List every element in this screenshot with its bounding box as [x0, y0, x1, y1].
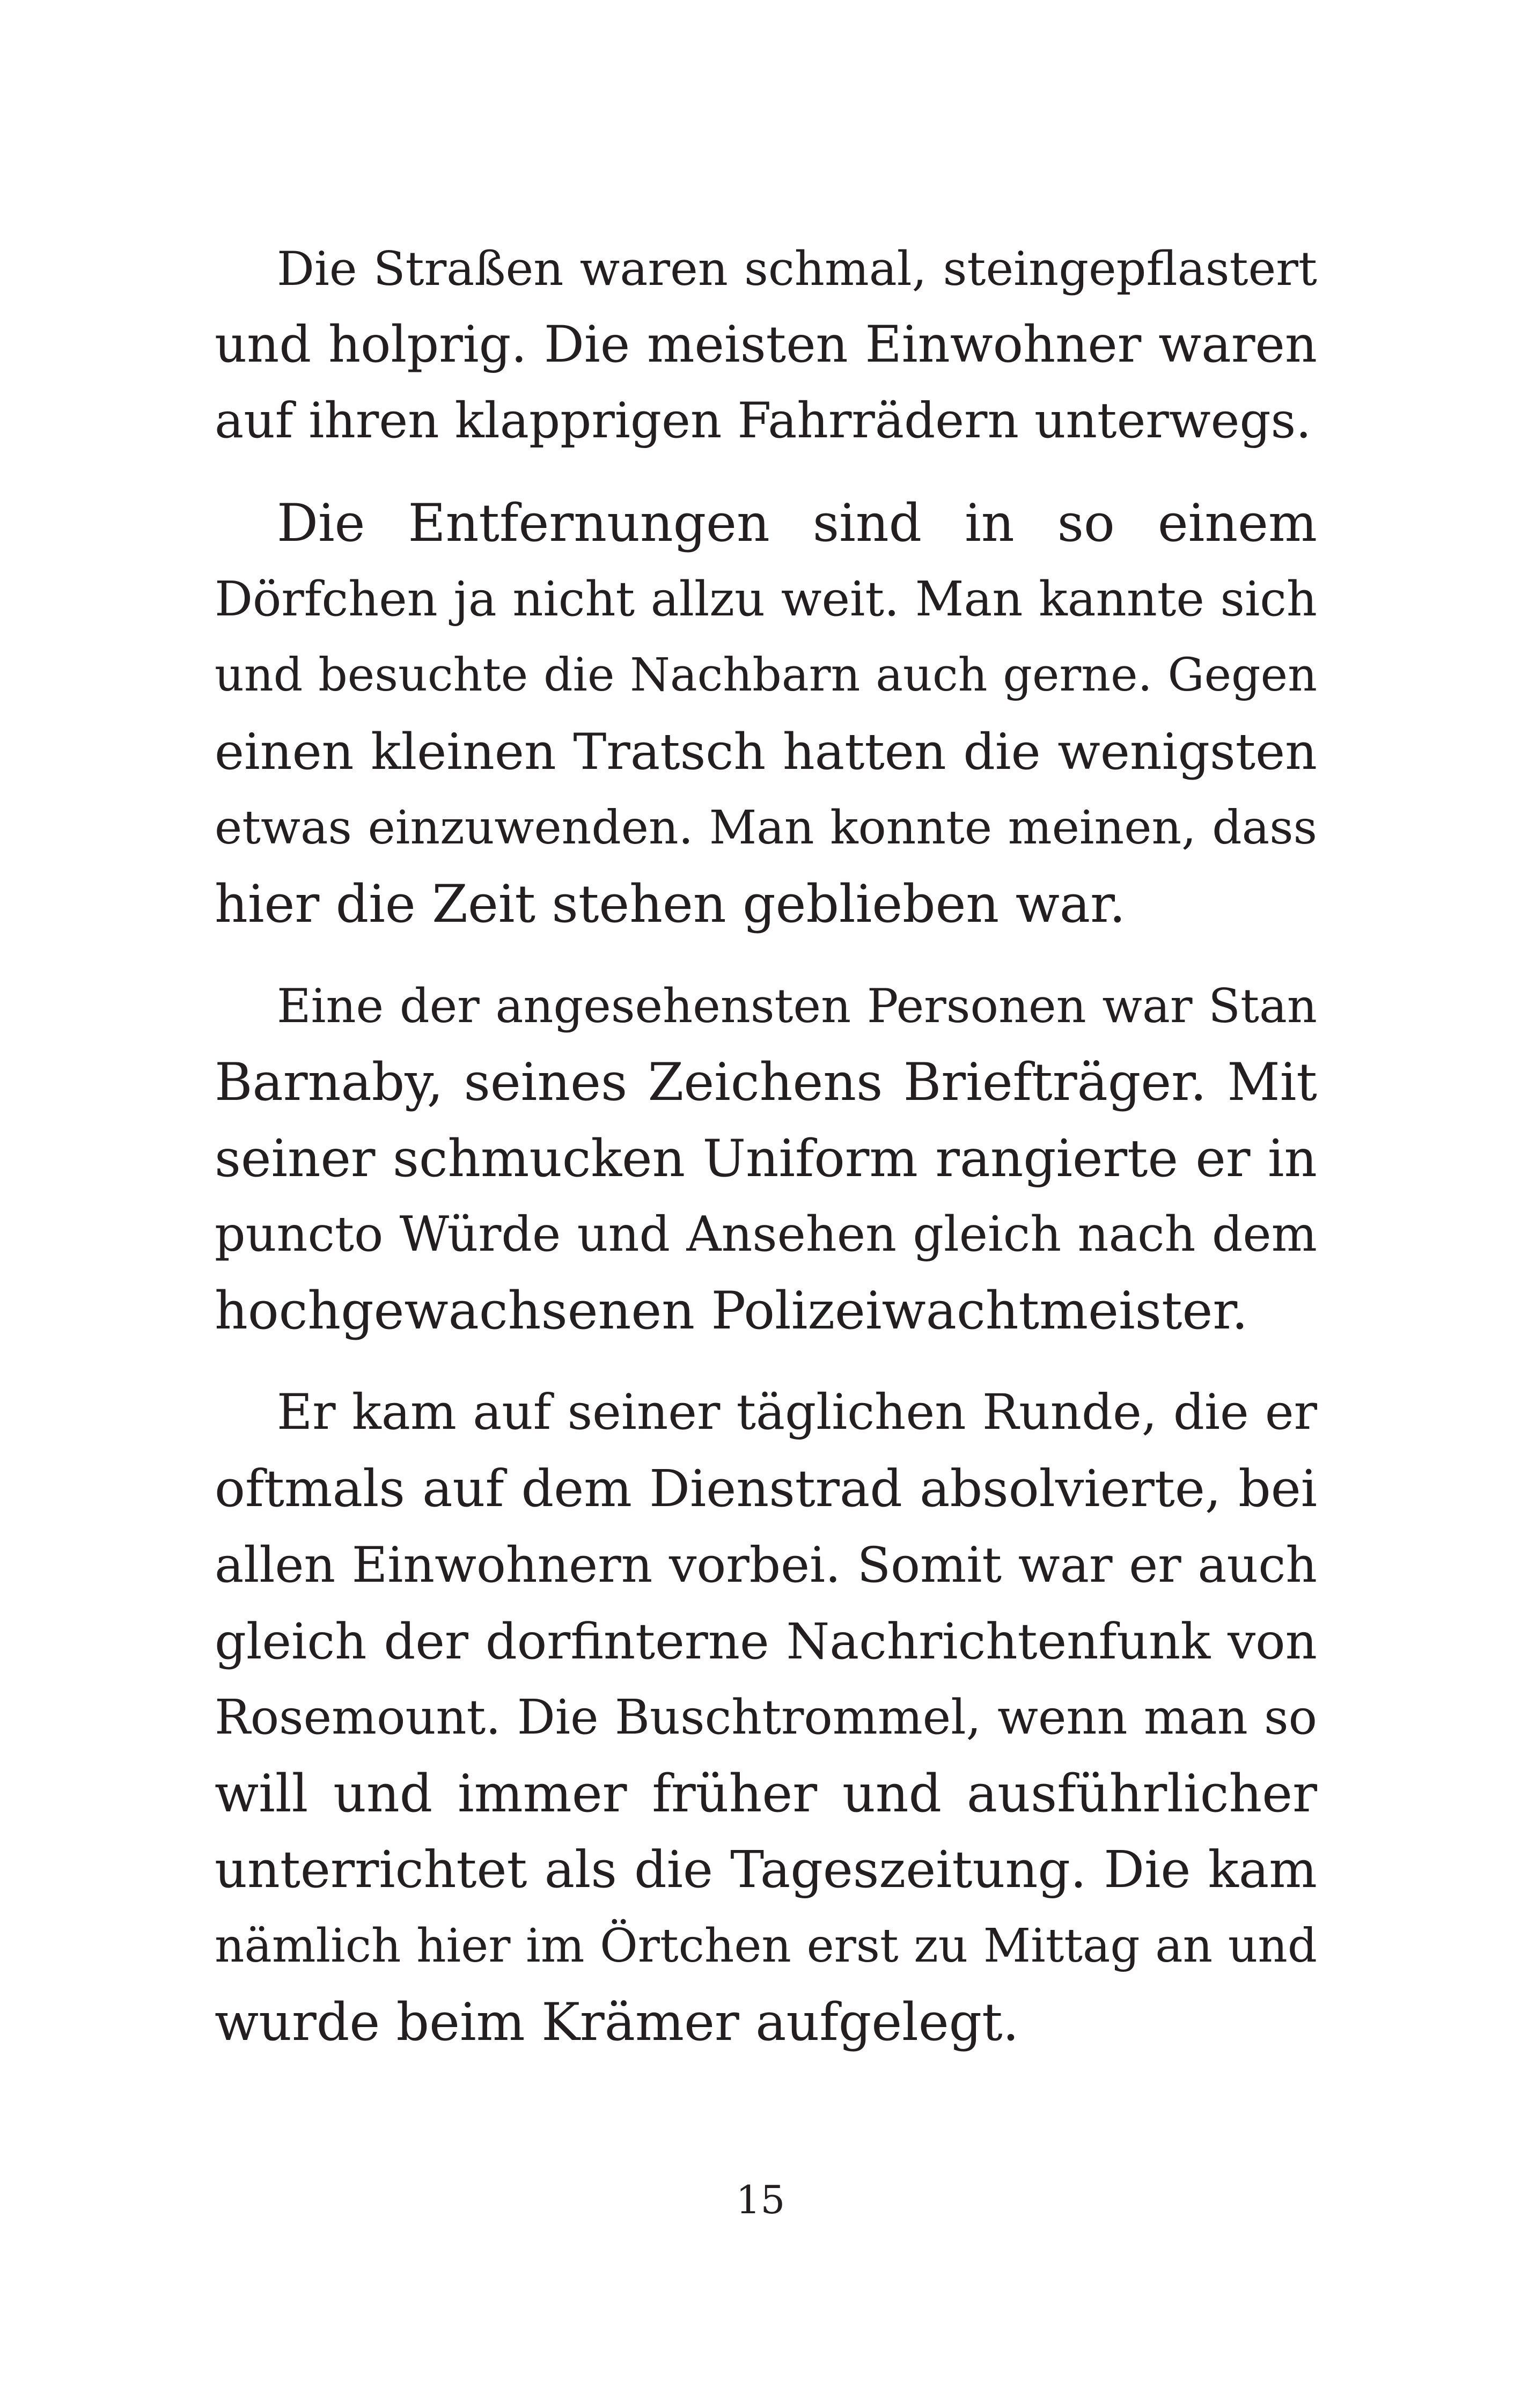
text-line: Dörfchen ja nicht allzu weit. Man kannte sich	[215, 571, 1317, 627]
page-number: 15	[736, 2177, 785, 2222]
text-line: und holprig. Die meisten Einwohner waren	[215, 315, 1317, 374]
text-line: unterrichtet als die Tageszeitung. Die kam	[215, 1840, 1317, 1899]
text-line: Eine der angesehensten Personen war Stan	[277, 979, 1317, 1033]
text-line: auf ihren klapprigen Fahrrädern unterwegs.	[215, 393, 1312, 449]
text-line: nämlich hier im Örtchen erst zu Mittag an und	[215, 1919, 1317, 1973]
text-line: oftmals auf dem Dienstrad absolvierte, bei	[215, 1459, 1317, 1518]
text-line: puncto Würde und Ansehen gleich nach dem	[215, 1206, 1317, 1262]
text-line: einen kleinen Tratsch hatten die wenigsten	[215, 723, 1317, 781]
paragraph-3	[215, 968, 1317, 1349]
text-line: hochgewachsenen Polizeiwachtmeister.	[215, 1281, 1248, 1341]
text-line: und besuchte die Nachbarn auch gerne. Gegen	[215, 649, 1317, 702]
text-line: seiner schmucken Uniform rangierte er in	[215, 1128, 1317, 1188]
text-line: hier die Zeit stehen geblieben war.	[215, 874, 1126, 934]
paragraph-2	[215, 485, 1317, 942]
text-line: etwas einzuwenden. Man konnte meinen, dass	[215, 801, 1317, 855]
text-line: Die Straßen waren schmal, steingepflastert	[277, 241, 1317, 296]
paragraph-1	[215, 231, 1317, 459]
text-line: Barnaby, seines Zeichens Briefträger. Mit	[215, 1052, 1317, 1112]
text-line: will und immer früher und ausführlicher	[215, 1764, 1317, 1824]
text-line: Rosemount. Die Buschtrommel, wenn man so	[215, 1690, 1317, 1745]
text-line: Die Entfernungen sind in so einem	[277, 493, 1317, 553]
text-line: allen Einwohnern vorbei. Somit war er auch	[215, 1537, 1317, 1594]
text-line: wurde beim Krämer aufgelegt.	[215, 1992, 1019, 2052]
body-text	[215, 231, 1317, 2086]
text-line: Er kam auf seiner täglichen Runde, die er	[277, 1384, 1317, 1441]
text-line: gleich der dorfinterne Nachrichtenfunk von	[215, 1612, 1317, 1670]
paragraph-4	[215, 1375, 1317, 2060]
